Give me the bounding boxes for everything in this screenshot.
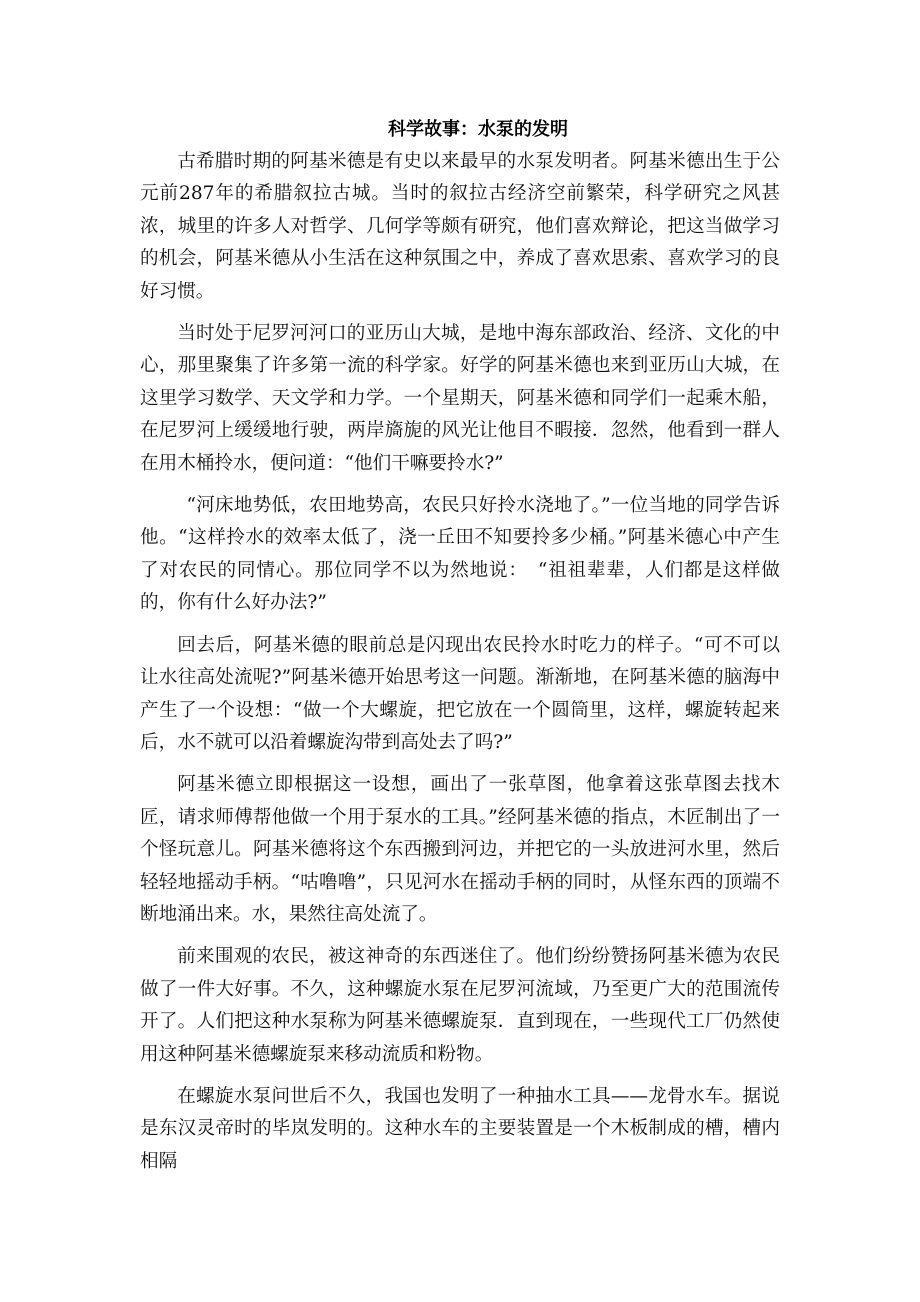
document-body — [140, 146, 780, 1188]
paragraph-6: 前来围观的农民，被这神奇的东西迷住了。他们纷纷赞扬阿基米德为农民做了一件大好事。不久，这种螺旋水泵在尼罗河流域，乃至更广大的范围流传开了。人们把这种水泵称为阿基米德螺旋泵．直到现在，一些现代工厂仍然使用这种阿基米德螺旋泵来移动流质和粉物。 — [140, 946, 780, 1065]
document-title: 科学故事：水泵的发明 — [388, 119, 568, 140]
paragraph-5: 阿基米德立即根据这一设想，画出了一张草图，他拿着这张草图去找木匠，请求师傅帮他做一个用于泵水的工具。”经阿基米德的指点，木匠制出了一个怪玩意儿。阿基米德将这个东西搬到河边，并把它的一头放进河水里，然后轻轻地摇动手柄。“咕噜噜”，只见河水在摇动手柄的同时，从怪东西的顶端不断地涌出来。水，果然往高处流了。 — [140, 774, 780, 925]
paragraph-4: 回去后，阿基米德的眼前总是闪现出农民拎水时吃力的样子。“可不可以让水往高处流呢?”阿基米德开始思考这一问题。渐渐地，在阿基米德的脑海中产生了一个设想：“做一个大螺旋，把它放在一个圆筒里，这样，螺旋转起来后，水不就可以沿着螺旋沟带到高处去了吗?” — [140, 634, 780, 753]
paragraph-7: 在螺旋水泵问世后不久，我国也发明了一种抽水工具——龙骨水车。据说是东汉灵帝时的毕岚发明的。这种水车的主要装置是一个木板制成的槽，槽内相隔 — [140, 1085, 780, 1172]
paragraph-2: 当时处于尼罗河河口的亚历山大城，是地中海东部政治、经济、文化的中心，那里聚集了许多第一流的科学家。好学的阿基米德也来到亚历山大城，在这里学习数学、天文学和力学。一个星期天，阿基米德和同学们一起乘木船，在尼罗河上缓缓地行驶，两岸旖旎的风光让他目不暇接．忽然，他看到一群人在用木桶拎水，便问道：“他们干嘛要拎水?” — [140, 323, 780, 474]
paragraph-3: “河床地势低，农田地势高，农民只好拎水浇地了。”一位当地的同学告诉他。“这样拎水的效率太低了，浇一丘田不知要拎多少桶。”阿基米德心中产生了对农民的同情心。那位同学不以为然地说： “祖祖辈辈，人们都是这样做的，你有什么好办法?” — [140, 495, 780, 614]
paragraph-1: 古希腊时期的阿基米德是有史以来最早的水泵发明者。阿基米德出生于公元前287年的希腊叙拉古城。当时的叙拉古经济空前繁荣，科学研究之风甚浓，城里的许多人对哲学、几何学等颇有研究，他们喜欢辩论，把这当做学习的机会，阿基米德从小生活在这种氛围之中，养成了喜欢思索、喜欢学习的良好习惯。 — [140, 151, 780, 302]
